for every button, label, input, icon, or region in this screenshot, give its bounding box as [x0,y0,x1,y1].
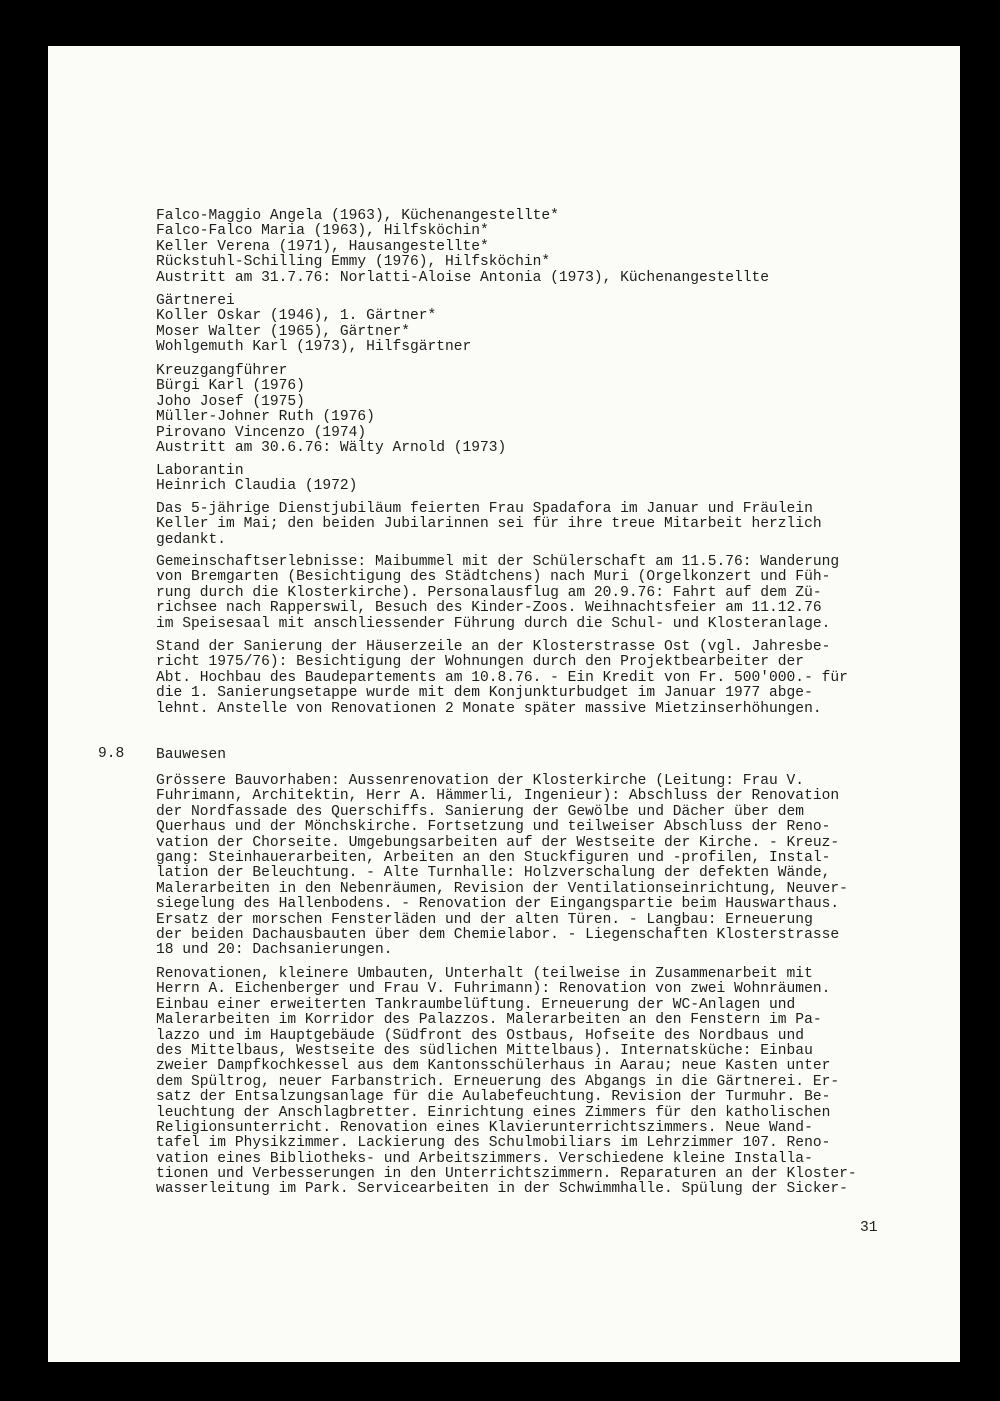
text-line: dem Spültrog, neuer Farbanstrich. Erneuerung des Abgangs in die Gärtnerei. Er- [156,1073,840,1090]
text-line: der beiden Dachausbauten über dem Chemielabor. - Liegenschaften Klosterstrasse [156,926,840,943]
text-line: Falco-Falco Maria (1963), Hilfsköchin* [156,223,489,240]
text-line: Renovationen, kleinere Umbauten, Unterhalt (teilweise in Zusammenarbeit mit [156,966,813,982]
text-line: 18 und 20: Dachsanierungen. [156,942,393,959]
text-line: Koller Oskar (1946), 1. Gärtner* [156,308,437,325]
text-line: lazzo und im Hauptgebäude (Südfront des Ostbaus, Hofseite des Nordbaus und [156,1027,805,1044]
text-line: lation der Beleuchtung. - Alte Turnhalle: Holzverschalung der defekten Wände, [156,865,831,882]
text-line: Bauwesen [156,747,227,763]
text-line: Moser Walter (1965), Gärtner* [156,323,410,340]
text-line: richt 1975/76): Besichtigung der Wohnungen durch den Projektbearbeiter der [156,654,805,671]
text-line: Joho Josef (1975) [156,393,305,410]
gaertnerei-section [156,294,471,356]
text-line: Rückstuhl-Schilling Emmy (1976), Hilfsköchin* [156,254,551,271]
text-line: Laborantin [156,463,244,479]
text-line: vation eines Bibliotheks- und Arbeitszimmers. Verschiedene kleine Installa- [156,1150,813,1167]
text-line: Stand der Sanierung der Häuserzeile an der Klosterstrasse Ost (vgl. Jahresbe- [156,639,831,655]
text-line: Malerarbeiten in den Nebenräumen, Revision der Ventilationseinrichtung, Neuver- [156,880,848,897]
sanierung-paragraph [156,640,848,717]
renovationen-paragraph [156,967,857,1198]
text-line: von Bremgarten (Besichtigung des Städtchens) nach Muri (Orgelkonzert und Füh- [156,569,831,586]
text-line: im Speisesaal mit anschliessender Führung durch die Schul- und Klosteranlage. [156,615,831,632]
text-line: Querhaus und der Mönchskirche. Fortsetzung und teilweiser Abschluss der Reno- [156,819,831,836]
text-line: Keller im Mai; den beiden Jubilarinnen sei für ihre treue Mitarbeit herzlich [156,516,822,533]
document-page [48,46,960,1362]
text-line: Gemeinschaftserlebnisse: Maibummel mit der Schülerschaft am 11.5.76: Wanderung [156,554,840,570]
text-line: Müller-Johner Ruth (1976) [156,409,375,426]
text-line: der Nordfassade des Querschiffs. Sanierung der Gewölbe und Dächer über dem [156,803,805,820]
text-line: Das 5-jährige Dienstjubiläum feierten Frau Spadafora im Januar und Fräulein [156,501,813,517]
text-line: Falco-Maggio Angela (1963), Küchenangestellte* [156,208,559,224]
text-line: Austritt am 31.7.76: Norlatti-Aloise Antonia (1973), Küchenangestellte [156,269,770,286]
staff-kitchen-list [156,209,769,286]
text-line: Religionsunterricht. Renovation eines Klavierunterrichtszimmers. Neue Wand- [156,1119,813,1136]
dienstjubilaeum-paragraph [156,502,822,548]
text-line: gedankt. [156,531,227,548]
laborantin-section [156,464,357,495]
text-line: Wohlgemuth Karl (1973), Hilfsgärtner [156,339,472,356]
text-line: Fuhrimann, Architektin, Herr A. Hämmerli, Ingenieur): Abschluss der Renovation [156,788,840,805]
text-line: vation der Chorseite. Umgebungsarbeiten auf der Westseite der Kirche. - Kreuz- [156,834,840,851]
text-line: tafel im Physikzimmer. Lackierung des Schulmobiliars im Lehrzimmer 107. Reno- [156,1135,831,1152]
text-line: des Mittelbaus, Westseite des südlichen Mittelbaus). Internatsküche: Einbau [156,1042,813,1059]
text-line: Bürgi Karl (1976) [156,378,305,395]
text-line: Ersatz der morschen Fensterläden und der alten Türen. - Langbau: Erneuerung [156,911,813,928]
gemeinschaftserlebnisse-paragraph [156,555,839,632]
text-line: Grössere Bauvorhaben: Aussenrenovation der Klosterkirche (Leitung: Frau V. [156,773,805,789]
text-line: richsee nach Rapperswil, Besuch des Kinder-Zoos. Weihnachtsfeier am 11.12.76 [156,600,822,617]
section-number: 9.8 [98,746,125,762]
text-line: Herrn A. Eichenberger und Frau V. Fuhrimann): Renovation von zwei Wohnräumen. [156,981,831,998]
text-line: siegelung des Hallenbodens. - Renovation der Eingangspartie beim Hauswarthaus. [156,896,840,913]
text-line: Malerarbeiten im Korridor des Palazzos. Malerarbeiten an den Fenstern im Pa- [156,1012,822,1029]
section-title [156,748,226,763]
text-line: Austritt am 30.6.76: Wälty Arnold (1973) [156,439,507,456]
text-line: leuchtung der Anschlagbretter. Einrichtung eines Zimmers für den katholischen [156,1104,831,1121]
text-line: Pirovano Vincenzo (1974) [156,424,367,441]
text-line: Gärtnerei [156,293,235,309]
text-line: Heinrich Claudia (1972) [156,478,358,495]
text-line: satz der Entsalzungsanlage für die Aulabefeuchtung. Revision der Turmuhr. Be- [156,1089,831,1106]
text-line: Kreuzgangführer [156,363,288,379]
text-line: lehnt. Anstelle von Renovationen 2 Monate später massive Mietzinserhöhungen. [156,700,822,717]
text-line: Abt. Hochbau des Baudepartements am 10.8.76. - Ein Kredit von Fr. 500'000.- für [156,669,848,686]
page-number: 31 [860,1220,878,1236]
text-line: Keller Verena (1971), Hausangestellte* [156,238,489,255]
text-line: tionen und Verbesserungen in den Unterrichtszimmern. Reparaturen an der Kloster- [156,1166,857,1183]
text-line: rung durch die Klosterkirche). Personalausflug am 20.9.76: Fahrt auf dem Zü- [156,584,822,601]
text-line: zweier Dampfkochkessel aus dem Kantonsschülerhaus in Aarau; neue Kasten unter [156,1058,831,1075]
groessere-bauvorhaben-paragraph [156,774,848,959]
text-line: Einbau einer erweiterten Tankraumbelüftung. Erneuerung der WC-Anlagen und [156,996,796,1013]
text-line: die 1. Sanierungsetappe wurde mit dem Konjunkturbudget im Januar 1977 abge- [156,685,813,702]
kreuzgangfuehrer-section [156,364,506,456]
text-line: gang: Steinhauerarbeiten, Arbeiten an den Stuckfiguren und -profilen, Instal- [156,849,831,866]
text-line: wasserleitung im Park. Servicearbeiten in der Schwimmhalle. Spülung der Sicker- [156,1181,848,1198]
